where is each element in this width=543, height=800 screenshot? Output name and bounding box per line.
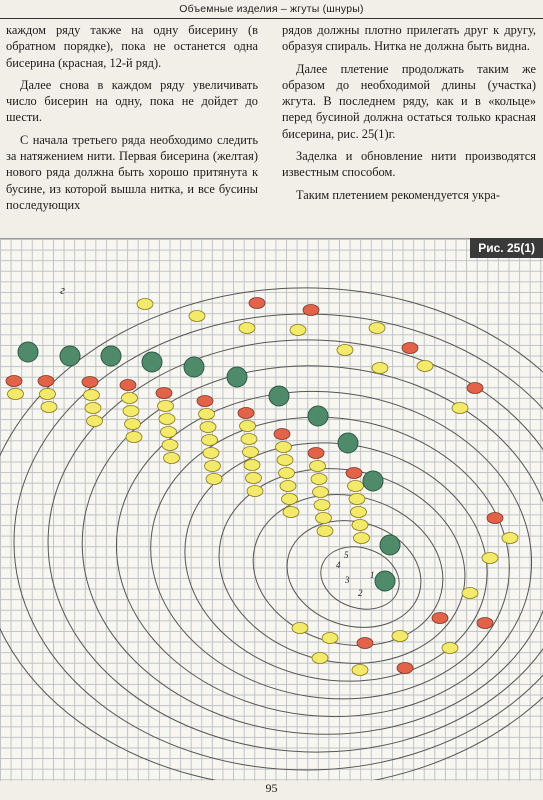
thread-loop [237, 475, 459, 665]
yellow-bead [122, 393, 138, 404]
green-bead [18, 342, 38, 362]
yellow-bead [452, 403, 468, 414]
center-number: 4 [336, 560, 341, 570]
yellow-bead [279, 468, 295, 479]
red-bead [467, 383, 483, 394]
yellow-bead [348, 481, 364, 492]
center-number: 3 [345, 575, 350, 585]
yellow-bead [369, 323, 385, 334]
yellow-bead [189, 311, 205, 322]
yellow-bead [202, 435, 218, 446]
yellow-bead [349, 494, 365, 505]
yellow-bead [244, 460, 260, 471]
green-bead [101, 346, 121, 366]
paragraph: Таким плетением рекомендуется укра- [296, 187, 501, 202]
red-bead [397, 663, 413, 674]
red-bead [303, 305, 319, 316]
yellow-bead [162, 440, 178, 451]
yellow-bead [311, 474, 327, 485]
green-bead [380, 535, 400, 555]
red-bead [402, 343, 418, 354]
yellow-bead [239, 323, 255, 334]
red-bead [346, 468, 362, 479]
yellow-bead [462, 588, 478, 599]
red-bead [274, 429, 290, 440]
center-number: 1 [370, 570, 375, 580]
red-bead [249, 298, 265, 309]
red-bead [38, 376, 54, 387]
yellow-bead [316, 513, 332, 524]
yellow-bead [161, 427, 177, 438]
yellow-bead [276, 442, 292, 453]
yellow-bead [203, 448, 219, 459]
yellow-bead [87, 416, 103, 427]
green-bead [308, 406, 328, 426]
yellow-bead [290, 325, 306, 336]
paragraph: Заделка и обновление нити производятся известным способом. [282, 149, 536, 180]
right-text-column [282, 22, 536, 203]
beading-diagram [0, 238, 543, 780]
yellow-bead [123, 406, 139, 417]
red-bead [477, 618, 493, 629]
red-bead [82, 377, 98, 388]
green-bead [363, 471, 383, 491]
yellow-bead [240, 421, 256, 432]
red-bead [156, 388, 172, 399]
paragraph: С начала третьего ряда необходимо следить за натяжением нити. Первая бисерина (желтая) нового ряда должна быть хорошо притянута к бусине, из которой вышла нитка, и все бусины последующих [6, 132, 258, 212]
yellow-bead [312, 653, 328, 664]
yellow-bead [352, 520, 368, 531]
green-bead [142, 352, 162, 372]
thread-loop [0, 277, 543, 780]
yellow-bead [337, 345, 353, 356]
yellow-bead [243, 447, 259, 458]
yellow-bead [314, 500, 330, 511]
yellow-bead [205, 461, 221, 472]
red-bead [487, 513, 503, 524]
yellow-bead [322, 633, 338, 644]
yellow-bead [310, 461, 326, 472]
yellow-bead [200, 422, 216, 433]
running-header [0, 0, 543, 19]
center-number: 2 [358, 588, 363, 598]
yellow-bead [158, 401, 174, 412]
yellow-bead [41, 402, 57, 413]
yellow-bead [164, 453, 180, 464]
page-number: 95 [265, 781, 278, 795]
red-bead [357, 638, 373, 649]
red-bead [6, 376, 22, 387]
yellow-bead [354, 533, 370, 544]
yellow-bead [351, 507, 367, 518]
red-bead [432, 613, 448, 624]
yellow-bead [137, 299, 153, 310]
green-bead [338, 433, 358, 453]
yellow-bead [40, 389, 56, 400]
paragraph: Далее снова в каждом ряду увеличивать число бисерин на одну, пока не дойдет до шести. [6, 77, 258, 125]
panel-letter: г [60, 282, 66, 297]
yellow-bead [317, 526, 333, 537]
yellow-bead [159, 414, 175, 425]
yellow-bead [352, 665, 368, 676]
thread-paths [0, 277, 543, 780]
thread-loop [100, 371, 543, 737]
yellow-bead [247, 486, 263, 497]
yellow-bead [282, 494, 298, 505]
yellow-bead [502, 533, 518, 544]
yellow-bead [8, 389, 24, 400]
red-bead [197, 396, 213, 407]
yellow-bead [85, 403, 101, 414]
bead-layer [6, 298, 518, 676]
green-bead [269, 386, 289, 406]
green-bead [184, 357, 204, 377]
figure-label: Рис. 25(1) [470, 238, 543, 258]
yellow-bead [280, 481, 296, 492]
yellow-bead [126, 432, 142, 443]
center-number: 5 [344, 550, 349, 560]
yellow-bead [417, 361, 433, 372]
yellow-bead [199, 409, 215, 420]
paragraph: рядов должны плотно прилегать друг к другу, образуя спираль. Нитка не должна быть видна. [282, 23, 536, 54]
yellow-bead [482, 553, 498, 564]
yellow-bead [206, 474, 222, 485]
running-title: Объемные изделия – жгуты (шнуры) [179, 3, 364, 15]
thread-loop [70, 350, 543, 750]
paragraph: Далее плетение продолжать таким же образом до необходимой длины (участка) жгута. В последнем ряду, как и в «кольце» перед бусиной должна остаться только красная бисерина, рис. 25(1)г. [282, 61, 536, 141]
yellow-bead [283, 507, 299, 518]
red-bead [120, 380, 136, 391]
yellow-bead [277, 455, 293, 466]
yellow-bead [372, 363, 388, 374]
paragraph: каждом ряду также на одну бисерину (в обратном порядке), пока не останется одна бисерина (красная, 12-й ряд). [6, 23, 258, 70]
yellow-bead [241, 434, 257, 445]
yellow-bead [392, 631, 408, 642]
yellow-bead [313, 487, 329, 498]
yellow-bead [125, 419, 141, 430]
green-bead [375, 571, 395, 591]
yellow-bead [246, 473, 262, 484]
green-bead [227, 367, 247, 387]
yellow-bead [292, 623, 308, 634]
red-bead [238, 408, 254, 419]
center-numbers [336, 550, 375, 598]
left-text-column [6, 22, 258, 213]
yellow-bead [442, 643, 458, 654]
yellow-bead [84, 390, 100, 401]
green-bead [60, 346, 80, 366]
red-bead [308, 448, 324, 459]
